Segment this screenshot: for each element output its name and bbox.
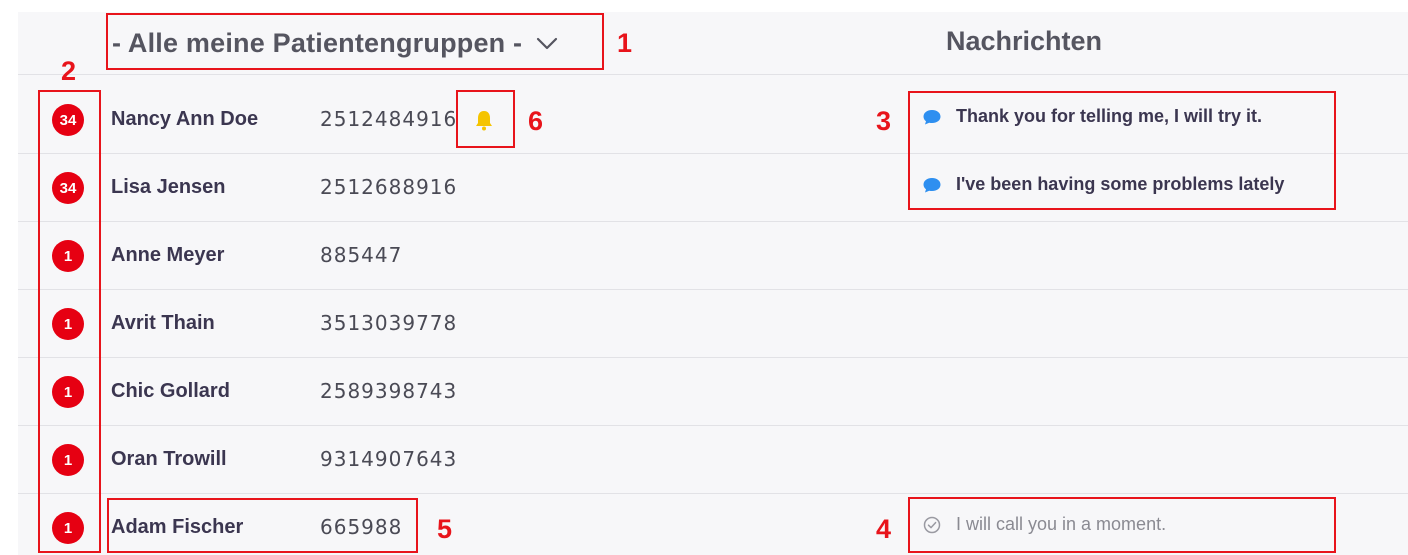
table-row[interactable] — [18, 426, 1408, 494]
unread-count-badge: 1 — [52, 308, 84, 340]
message-text: Thank you for telling me, I will try it. — [956, 106, 1263, 126]
unread-count-badge: 1 — [52, 376, 84, 408]
annotation-number-6: 6 — [528, 106, 544, 136]
patient-id: 2589398743 — [320, 379, 458, 403]
patient-name[interactable]: Lisa Jensen — [111, 176, 226, 198]
message-text: I've been having some problems lately — [956, 174, 1285, 194]
patient-group-label: - Alle meine Patientengruppen - — [112, 28, 523, 58]
messages-column-header: Nachrichten — [946, 26, 1103, 56]
table-row[interactable] — [18, 154, 1408, 222]
patient-id: 665988 — [320, 515, 403, 539]
table-row[interactable] — [18, 86, 1408, 154]
patient-id: 9314907643 — [320, 447, 458, 471]
patient-name[interactable]: Adam Fischer — [111, 516, 244, 538]
message-preview[interactable] — [922, 514, 1166, 535]
table-row[interactable] — [18, 222, 1408, 290]
annotation-number-2: 2 — [61, 56, 77, 86]
patient-id: 2512484916 — [320, 107, 458, 131]
message-preview[interactable] — [922, 174, 1284, 195]
annotation-number-3: 3 — [876, 106, 892, 136]
patient-name[interactable]: Oran Trowill — [111, 448, 227, 470]
patient-name[interactable]: Avrit Thain — [111, 312, 215, 334]
table-row[interactable] — [18, 494, 1408, 555]
message-preview[interactable] — [922, 106, 1262, 127]
patient-name[interactable]: Nancy Ann Doe — [111, 108, 259, 130]
patient-id: 3513039778 — [320, 311, 458, 335]
patient-group-dropdown[interactable] — [112, 28, 558, 59]
patient-id: 885447 — [320, 243, 403, 267]
chevron-down-icon — [536, 37, 558, 51]
table-row[interactable] — [18, 290, 1408, 358]
patient-name[interactable]: Chic Gollard — [111, 380, 230, 402]
annotation-number-4: 4 — [876, 514, 892, 544]
chat-bubble-icon — [922, 108, 942, 126]
patient-list-panel — [18, 12, 1408, 555]
chat-bubble-icon — [922, 176, 942, 194]
annotation-number-5: 5 — [437, 514, 453, 544]
list-header — [18, 12, 1408, 75]
unread-count-badge: 34 — [52, 104, 84, 136]
unread-count-badge: 34 — [52, 172, 84, 204]
unread-count-badge: 1 — [52, 240, 84, 272]
check-circle-icon — [922, 516, 942, 534]
bell-icon[interactable] — [472, 108, 496, 132]
message-text: I will call you in a moment. — [956, 514, 1167, 534]
table-row[interactable] — [18, 358, 1408, 426]
patient-name[interactable]: Anne Meyer — [111, 244, 225, 266]
patient-id: 2512688916 — [320, 175, 458, 199]
annotation-number-1: 1 — [617, 28, 633, 58]
unread-count-badge: 1 — [52, 512, 84, 544]
unread-count-badge: 1 — [52, 444, 84, 476]
